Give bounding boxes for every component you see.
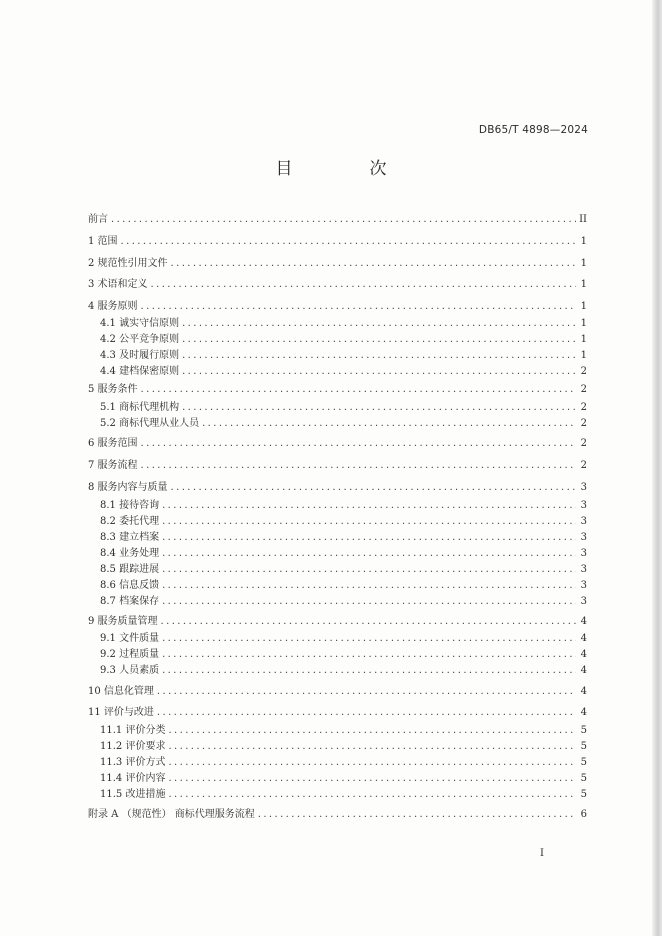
toc-leader-dots [162,594,576,610]
toc-entry-label: 11 评价与改进 [88,707,154,718]
toc-entry[interactable] [88,705,587,721]
toc-entry-label: 4.3 及时履行原则 [100,350,180,361]
toc-entry-label: 5.1 商标代理机构 [100,402,180,413]
toc-entry-label: 4.4 建档保密原则 [100,366,180,377]
toc-leader-dots [121,234,576,250]
toc-entry-page: 4 [580,616,587,627]
toc-entry[interactable] [88,256,587,272]
toc-leader-dots [162,647,576,663]
toc-entry-label: 7 服务流程 [88,460,138,471]
toc-leader-dots [141,458,576,474]
toc-entry-page: 3 [580,482,587,493]
toc-entry-page: 5 [580,725,587,736]
toc-entry[interactable] [88,277,587,293]
toc-subentry[interactable] [100,348,587,364]
toc-entry[interactable] [88,299,587,315]
page-title: 目 次 [275,159,417,179]
toc-entry-page: 1 [580,350,587,361]
toc-leader-dots [162,663,576,679]
toc-entry-label: 10 信息化管理 [88,686,154,697]
toc-entry-page: 1 [580,301,587,312]
document-code: DB65/T 4898—2024 [478,124,588,136]
toc-entry-label: 1 范围 [88,236,118,247]
toc-entry-page: 2 [580,460,587,471]
toc-entry[interactable] [88,807,587,823]
toc-subentry[interactable] [100,364,587,380]
toc-subentry[interactable] [100,647,587,663]
toc-entry-page: 3 [580,532,587,543]
toc-entry-page: 3 [580,580,587,591]
toc-leader-dots [168,755,576,771]
toc-leader-dots [258,807,576,823]
toc-leader-dots [162,546,576,562]
toc-entry-label: 8.5 跟踪进展 [100,564,160,575]
toc-subentry[interactable] [100,400,587,416]
toc-entry-label: 2 规范性引用文件 [88,258,168,269]
toc-entry-page: 2 [580,438,587,449]
toc-entry-label: 9.3 人员素质 [100,665,160,676]
toc-entry-page: 1 [580,258,587,269]
toc-leader-dots [162,514,576,530]
toc-entry-label: 6 服务范围 [88,438,138,449]
toc-entry-label: 4.2 公平竞争原则 [100,334,180,345]
toc-subentry[interactable] [100,755,587,771]
toc-subentry[interactable] [100,546,587,562]
toc-entry-page: 3 [580,564,587,575]
toc-subentry[interactable] [100,631,587,647]
toc-entry-label: 9.2 过程质量 [100,649,160,660]
toc-entry-page: 1 [580,318,587,329]
toc-subentry[interactable] [100,578,587,594]
toc-entry[interactable] [88,614,587,630]
toc-entry-label: 11.1 评价分类 [100,725,166,736]
toc-entry-page: 5 [580,741,587,752]
toc-entry[interactable] [88,234,587,250]
toc-entry-page: 5 [580,773,587,784]
toc-entry-page: 3 [580,548,587,559]
toc-leader-dots [157,684,576,700]
toc-entry-page: 5 [580,757,587,768]
toc-subentry[interactable] [100,316,587,332]
toc-leader-dots [168,723,576,739]
toc-subentry[interactable] [100,771,587,787]
toc-entry-label: 8.6 信息反馈 [100,580,160,591]
toc-leader-dots [161,614,576,630]
toc-leader-dots [162,578,576,594]
toc-leader-dots [162,498,576,514]
toc-entry-label: 11.5 改进措施 [100,789,166,800]
toc-leader-dots [162,631,576,647]
toc-entry-page: 2 [580,418,587,429]
toc-entry-label: 5.2 商标代理从业人员 [100,418,200,429]
toc-leader-dots [168,787,576,803]
toc-entry-label: 9.1 文件质量 [100,633,160,644]
toc-entry-page: 2 [580,384,587,395]
toc-entry-page: 1 [580,334,587,345]
toc-leader-dots [141,382,576,398]
toc-entry-page: 5 [580,789,587,800]
toc-entry-page: 3 [580,500,587,511]
toc-leader-dots [168,739,576,755]
scan-edge [652,0,662,936]
toc-entry-label: 8.4 业务处理 [100,548,160,559]
toc-entry-page: 2 [580,366,587,377]
toc-entry-label: 附录 A （规范性） 商标代理服务流程 [88,809,255,820]
toc-entry[interactable] [88,212,587,228]
toc-leader-dots [171,256,576,272]
toc-subentry[interactable] [100,530,587,546]
toc-subentry[interactable] [100,787,587,803]
toc-entry-label: 8.2 委托代理 [100,516,160,527]
toc-leader-dots [162,530,576,546]
toc-entry[interactable] [88,436,587,452]
toc-leader-dots [182,332,576,348]
toc-entry-label: 11.4 评价内容 [100,773,166,784]
toc-entry[interactable] [88,684,587,700]
toc-subentry[interactable] [100,562,587,578]
toc-subentry[interactable] [100,332,587,348]
toc-subentry[interactable] [100,723,587,739]
toc-subentry[interactable] [100,594,587,610]
toc-entry-page: II [579,214,587,225]
toc-subentry[interactable] [100,663,587,679]
toc-entry[interactable] [88,480,587,496]
toc-entry-page: 3 [580,516,587,527]
toc-entry[interactable] [88,382,587,398]
toc-leader-dots [182,400,576,416]
toc-leader-dots [182,364,576,380]
toc-leader-dots [182,348,576,364]
toc-leader-dots [162,562,576,578]
toc-leader-dots [141,436,576,452]
toc-entry-page: 1 [580,279,587,290]
toc-subentry[interactable] [100,416,587,432]
toc-entry-label: 4.1 诚实守信原则 [100,318,180,329]
toc-entry-label: 8 服务内容与质量 [88,482,168,493]
toc-leader-dots [157,705,576,721]
toc-entry-page: 4 [580,633,587,644]
toc-entry-label: 11.3 评价方式 [100,757,166,768]
toc-entry-label: 8.3 建立档案 [100,532,160,543]
toc-entry[interactable] [88,458,587,474]
toc-leader-dots [182,316,576,332]
toc-subentry[interactable] [100,514,587,530]
toc-entry-label: 8.7 档案保存 [100,596,160,607]
toc-entry-label: 4 服务原则 [88,301,138,312]
toc-entry-page: 4 [580,665,587,676]
toc-leader-dots [171,480,576,496]
toc-entry-page: 2 [580,402,587,413]
footer-page-number: I [540,848,544,859]
toc-entry-label: 9 服务质量管理 [88,616,158,627]
toc-entry-label: 前言 [88,214,108,225]
toc-subentry[interactable] [100,498,587,514]
toc-entry-label: 11.2 评价要求 [100,741,166,752]
toc-leader-dots [141,299,576,315]
toc-subentry[interactable] [100,739,587,755]
toc-leader-dots [111,212,576,228]
toc-leader-dots [168,771,576,787]
toc-leader-dots [151,277,576,293]
toc-entry-page: 4 [580,707,587,718]
toc-entry-label: 8.1 接待咨询 [100,500,160,511]
toc-entry-label: 3 术语和定义 [88,279,148,290]
toc-entry-page: 4 [580,649,587,660]
toc-leader-dots [202,416,576,432]
toc-entry-label: 5 服务条件 [88,384,138,395]
toc-entry-page: 4 [580,686,587,697]
toc-entry-page: 1 [580,236,587,247]
toc-entry-page: 3 [580,596,587,607]
toc-entry-page: 6 [580,809,587,820]
